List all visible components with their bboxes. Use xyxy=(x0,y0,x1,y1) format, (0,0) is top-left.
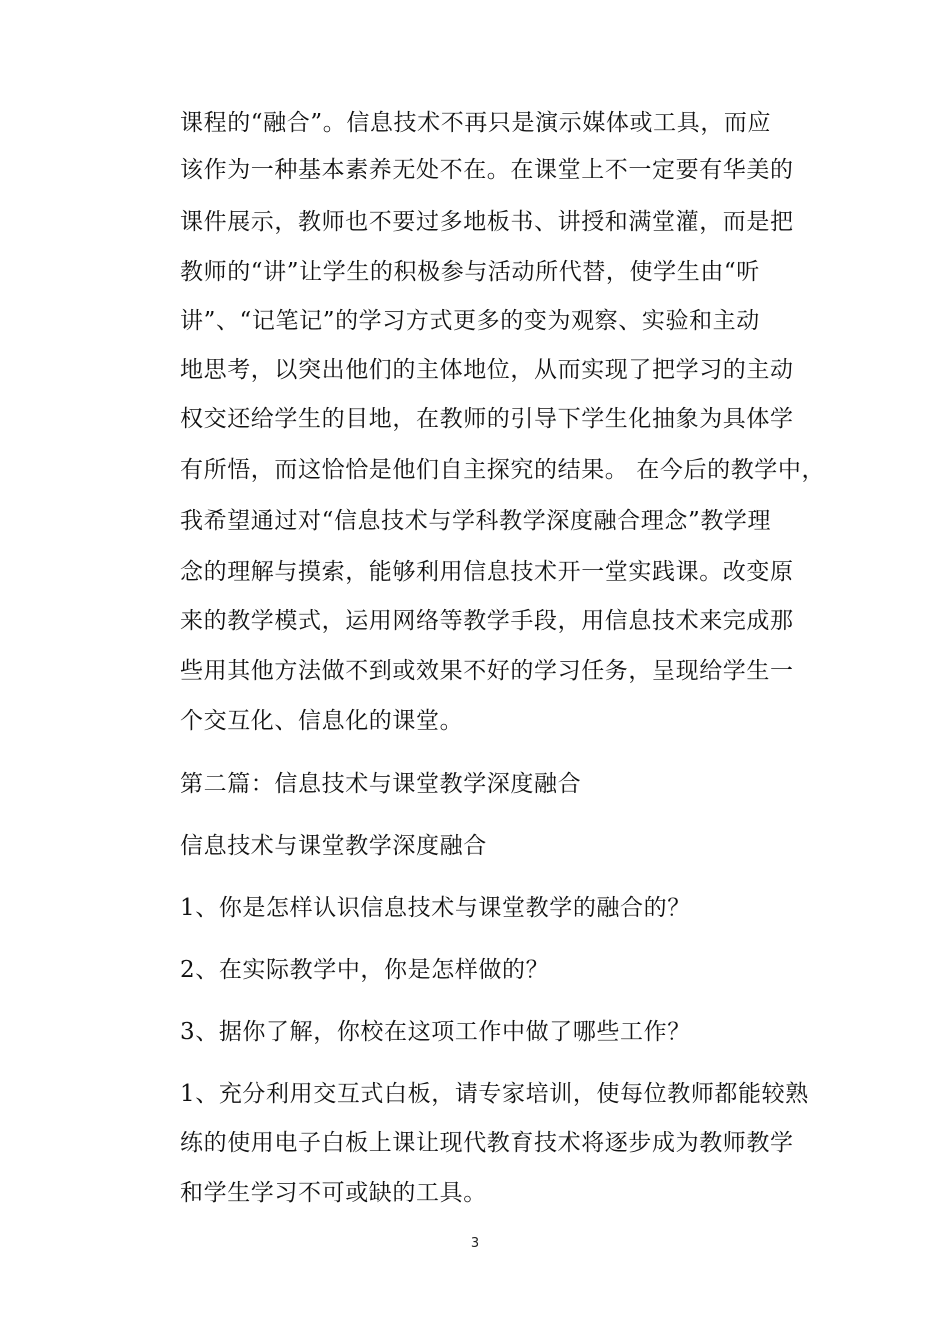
body-text-line: 课程的“融合”。信息技术不再只是演示媒体或工具，而应 xyxy=(180,110,772,136)
body-text-line: 个交互化、信息化的课堂。 xyxy=(180,708,464,734)
question-item: 1、你是怎样认识信息技术与课堂教学的融合的？ xyxy=(180,895,691,921)
body-text-line: 课件展示，教师也不要过多地板书、讲授和满堂灌，而是把 xyxy=(180,209,794,235)
body-text-line: 讲”、“记笔记”的学习方式更多的变为观察、实验和主动 xyxy=(180,308,760,334)
body-text-line: 有所悟，而这恰恰是他们自主探究的结果。 在今后的教学中， xyxy=(180,457,826,483)
question-item: 2、在实际教学中，你是怎样做的？ xyxy=(180,957,550,983)
body-text-line: 权交还给学生的目地，在教师的引导下学生化抽象为具体学 xyxy=(180,406,794,432)
body-text-line: 我希望通过对“信息技术与学科教学深度融合理念”教学理 xyxy=(180,508,772,534)
page-number: 3 xyxy=(470,1236,480,1251)
body-text-line: 念的理解与摸索，能够利用信息技术开一堂实践课。改变原 xyxy=(180,559,794,585)
answer-text-line: 1、充分利用交互式白板，请专家培训，使每位教师都能较熟 xyxy=(180,1081,809,1107)
section-heading: 第二篇：信息技术与课堂教学深度融合 xyxy=(180,771,582,797)
answer-text-line: 和学生学习不可或缺的工具。 xyxy=(180,1180,487,1206)
body-text-line: 该作为一种基本素养无处不在。在课堂上不一定要有华美的 xyxy=(180,157,794,183)
section-title: 信息技术与课堂教学深度融合 xyxy=(180,833,487,859)
answer-text-line: 练的使用电子白板上课让现代教育技术将逐步成为教师教学 xyxy=(180,1130,794,1156)
question-item: 3、据你了解，你校在这项工作中做了哪些工作？ xyxy=(180,1019,691,1045)
body-text-line: 来的教学模式，运用网络等教学手段，用信息技术来完成那 xyxy=(180,608,794,634)
body-text-line: 教师的“讲”让学生的积极参与活动所代替，使学生由“听 xyxy=(180,259,760,285)
body-text-line: 些用其他方法做不到或效果不好的学习任务，呈现给学生一 xyxy=(180,658,794,684)
body-text-line: 地思考，以突出他们的主体地位，从而实现了把学习的主动 xyxy=(180,357,794,383)
